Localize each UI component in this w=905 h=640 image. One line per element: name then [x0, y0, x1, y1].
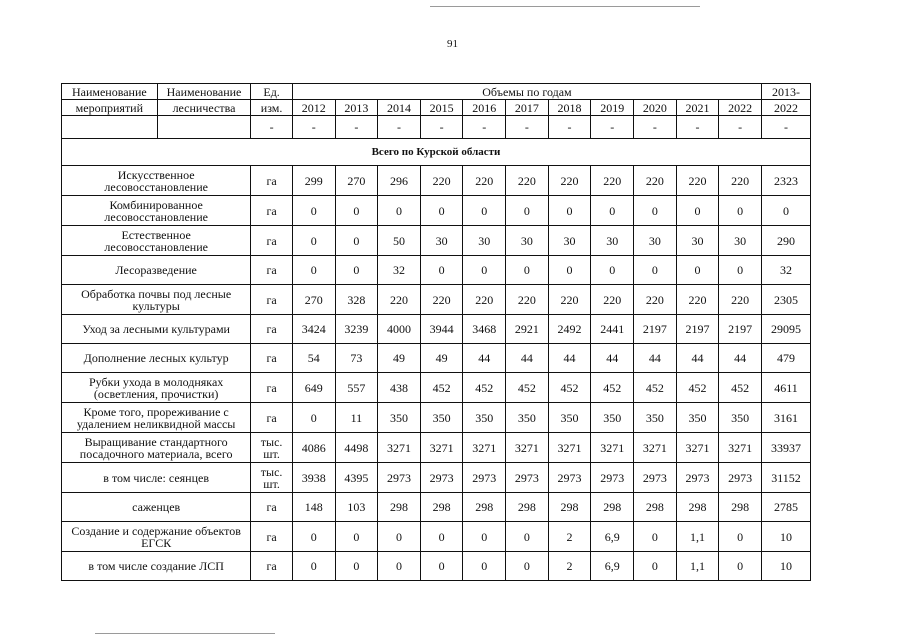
year-value-cell: 1,1	[676, 552, 719, 581]
year-value-cell: 0	[506, 552, 549, 581]
activity-name-line: Создание и содержание объектов	[71, 523, 241, 538]
activity-name-line: культуры	[132, 298, 180, 313]
year-value-cell: 2197	[634, 315, 677, 344]
activity-name-line: саженцев	[132, 500, 181, 514]
activity-name-line: Дополнение лесных культур	[83, 351, 229, 365]
header-activity-line1: Наименование	[62, 84, 158, 100]
unit-cell	[251, 226, 293, 256]
dash-row	[62, 116, 811, 139]
dash-cell: -	[463, 116, 506, 139]
year-value-cell: 4086	[292, 433, 335, 463]
year-value-cell: 220	[676, 166, 719, 196]
scan-artifact-top	[430, 6, 700, 7]
total-value-cell: 2785	[762, 493, 811, 522]
section-title: Всего по Курской области	[62, 139, 811, 166]
table-row	[62, 433, 811, 463]
table-row	[62, 285, 811, 315]
table-row	[62, 373, 811, 403]
year-value-cell: 298	[378, 493, 421, 522]
year-value-cell: 0	[634, 552, 677, 581]
unit-cell	[251, 315, 293, 344]
header-forestry-line1: Наименование	[157, 84, 251, 100]
activity-name-cell	[62, 226, 251, 256]
year-value-cell: 438	[378, 373, 421, 403]
unit-line: шт.	[263, 446, 280, 461]
unit-cell	[251, 344, 293, 373]
dash-cell: -	[591, 116, 634, 139]
total-value-cell: 0	[762, 196, 811, 226]
table-row	[62, 166, 811, 196]
forest-activities-table	[61, 83, 811, 581]
activity-name-line: Рубки ухода в молодняках	[89, 374, 224, 389]
year-value-cell: 220	[548, 166, 591, 196]
year-value-cell: 0	[506, 256, 549, 285]
year-value-cell: 0	[292, 522, 335, 552]
year-header: 2019	[591, 100, 634, 116]
year-value-cell: 2973	[548, 463, 591, 493]
year-value-cell: 0	[591, 256, 634, 285]
year-value-cell: 148	[292, 493, 335, 522]
year-value-cell: 0	[506, 196, 549, 226]
year-value-cell: 296	[378, 166, 421, 196]
year-value-cell: 0	[548, 256, 591, 285]
activity-name-line: Лесоразведение	[115, 263, 197, 277]
activity-name-cell	[62, 493, 251, 522]
unit-line: тыс.	[260, 464, 283, 479]
activity-name-line: посадочного материала, всего	[79, 446, 233, 461]
year-value-cell: 298	[548, 493, 591, 522]
activity-name-cell	[62, 552, 251, 581]
year-value-cell: 44	[634, 344, 677, 373]
table-row	[62, 493, 811, 522]
year-value-cell: 2492	[548, 315, 591, 344]
dash-cell: -	[634, 116, 677, 139]
year-value-cell: 298	[420, 493, 463, 522]
dash-cell: -	[335, 116, 378, 139]
year-header: 2018	[548, 100, 591, 116]
year-value-cell: 11	[335, 403, 378, 433]
year-value-cell: 30	[719, 226, 762, 256]
activity-name-cell	[62, 315, 251, 344]
year-value-cell: 452	[634, 373, 677, 403]
year-value-cell: 3424	[292, 315, 335, 344]
year-value-cell: 220	[506, 166, 549, 196]
year-value-cell: 44	[548, 344, 591, 373]
year-value-cell: 350	[676, 403, 719, 433]
activity-name-cell	[62, 166, 251, 196]
unit-line: га	[266, 203, 277, 218]
unit-cell	[251, 373, 293, 403]
year-value-cell: 452	[719, 373, 762, 403]
year-value-cell: 3271	[676, 433, 719, 463]
year-header: 2013	[335, 100, 378, 116]
year-value-cell: 0	[420, 196, 463, 226]
year-value-cell: 649	[292, 373, 335, 403]
activity-name-cell	[62, 373, 251, 403]
year-value-cell: 4395	[335, 463, 378, 493]
year-value-cell: 2441	[591, 315, 634, 344]
year-value-cell: 2973	[719, 463, 762, 493]
header-unit-line1: Ед.	[251, 84, 293, 100]
activity-name-cell	[62, 433, 251, 463]
year-value-cell: 452	[420, 373, 463, 403]
year-value-cell: 2973	[591, 463, 634, 493]
year-value-cell: 3944	[420, 315, 463, 344]
dash-cell-forestry	[157, 116, 251, 139]
year-value-cell: 350	[506, 403, 549, 433]
total-value-cell: 10	[762, 552, 811, 581]
year-value-cell: 0	[335, 522, 378, 552]
year-value-cell: 0	[506, 522, 549, 552]
year-value-cell: 3271	[719, 433, 762, 463]
unit-line: га	[266, 233, 277, 248]
year-value-cell: 0	[292, 403, 335, 433]
header-volumes-by-year: Объемы по годам	[292, 84, 761, 100]
year-value-cell: 3271	[634, 433, 677, 463]
year-value-cell: 0	[676, 256, 719, 285]
year-value-cell: 220	[719, 285, 762, 315]
year-value-cell: 0	[463, 522, 506, 552]
year-value-cell: 0	[463, 256, 506, 285]
year-value-cell: 350	[420, 403, 463, 433]
year-value-cell: 350	[463, 403, 506, 433]
dash-cell: -	[719, 116, 762, 139]
dash-cell: -	[251, 116, 293, 139]
year-value-cell: 2973	[463, 463, 506, 493]
year-value-cell: 54	[292, 344, 335, 373]
activity-name-line: в том числе: сеянцев	[103, 470, 209, 485]
table-row	[62, 315, 811, 344]
header-total-line1: 2013-	[762, 84, 811, 100]
total-value-cell: 2323	[762, 166, 811, 196]
year-value-cell: 0	[292, 256, 335, 285]
header-row-years	[62, 100, 811, 116]
year-header: 2015	[420, 100, 463, 116]
year-value-cell: 452	[463, 373, 506, 403]
year-value-cell: 0	[719, 552, 762, 581]
year-value-cell: 103	[335, 493, 378, 522]
year-value-cell: 3271	[420, 433, 463, 463]
activity-name-line: (осветления, прочистки)	[93, 386, 219, 401]
year-value-cell: 220	[420, 166, 463, 196]
year-value-cell: 220	[463, 166, 506, 196]
activity-name-line: удалением неликвидной массы	[76, 416, 236, 431]
unit-cell	[251, 552, 293, 581]
year-value-cell: 30	[506, 226, 549, 256]
activity-name-cell	[62, 403, 251, 433]
activity-name-cell	[62, 344, 251, 373]
year-value-cell: 350	[591, 403, 634, 433]
year-value-cell: 44	[591, 344, 634, 373]
table-row	[62, 256, 811, 285]
year-value-cell: 0	[420, 552, 463, 581]
year-value-cell: 220	[506, 285, 549, 315]
dash-cell: -	[292, 116, 335, 139]
scan-artifact-bottom	[95, 633, 275, 634]
year-value-cell: 220	[548, 285, 591, 315]
year-header: 2016	[463, 100, 506, 116]
year-value-cell: 0	[548, 196, 591, 226]
year-value-cell: 220	[591, 166, 634, 196]
unit-cell	[251, 463, 293, 493]
year-value-cell: 0	[335, 226, 378, 256]
unit-line: га	[266, 559, 277, 573]
year-value-cell: 32	[378, 256, 421, 285]
dash-cell: -	[506, 116, 549, 139]
year-value-cell: 2	[548, 552, 591, 581]
dash-cell: -	[548, 116, 591, 139]
unit-cell	[251, 522, 293, 552]
activity-name-line: ЕГСК	[141, 535, 172, 550]
unit-cell	[251, 433, 293, 463]
activity-name-line: лесовосстановление	[104, 239, 208, 254]
year-value-cell: 0	[335, 552, 378, 581]
year-header: 2022	[719, 100, 762, 116]
year-value-cell: 0	[676, 196, 719, 226]
total-value-cell: 32	[762, 256, 811, 285]
table-row	[62, 403, 811, 433]
year-value-cell: 6,9	[591, 522, 634, 552]
activity-name-line: Выращивание стандартного	[84, 434, 228, 449]
year-value-cell: 44	[719, 344, 762, 373]
year-value-cell: 298	[506, 493, 549, 522]
year-header: 2012	[292, 100, 335, 116]
table-row	[62, 463, 811, 493]
year-value-cell: 220	[420, 285, 463, 315]
year-value-cell: 298	[634, 493, 677, 522]
activity-name-line: Естественное	[121, 227, 191, 242]
year-value-cell: 220	[463, 285, 506, 315]
year-value-cell: 452	[676, 373, 719, 403]
year-value-cell: 0	[420, 256, 463, 285]
header-total-line2: 2022	[762, 100, 811, 116]
header-activity-line2: мероприятий	[62, 100, 158, 116]
year-value-cell: 44	[676, 344, 719, 373]
activity-name-line: Кроме того, прореживание с	[83, 404, 229, 419]
total-value-cell: 290	[762, 226, 811, 256]
activity-name-line: Обработка почвы под лесные	[81, 286, 232, 301]
total-value-cell: 3161	[762, 403, 811, 433]
year-value-cell: 0	[634, 522, 677, 552]
year-value-cell: 73	[335, 344, 378, 373]
year-value-cell: 3271	[378, 433, 421, 463]
activity-name-cell	[62, 285, 251, 315]
table-row	[62, 344, 811, 373]
year-value-cell: 30	[634, 226, 677, 256]
year-value-cell: 30	[591, 226, 634, 256]
unit-line: шт.	[263, 476, 280, 491]
year-value-cell: 0	[420, 522, 463, 552]
dash-cell: -	[676, 116, 719, 139]
year-value-cell: 0	[719, 196, 762, 226]
unit-cell	[251, 196, 293, 226]
unit-cell	[251, 493, 293, 522]
activity-name-cell	[62, 256, 251, 285]
table-row	[62, 226, 811, 256]
year-value-cell: 220	[634, 285, 677, 315]
total-value-cell: 2305	[762, 285, 811, 315]
year-value-cell: 0	[335, 196, 378, 226]
unit-cell	[251, 166, 293, 196]
activity-name-line: лесовосстановление	[104, 209, 208, 224]
activity-name-line: Искусственное	[117, 167, 195, 182]
year-value-cell: 270	[292, 285, 335, 315]
header-forestry-line2: лесничества	[157, 100, 251, 116]
year-value-cell: 0	[292, 226, 335, 256]
year-value-cell: 298	[719, 493, 762, 522]
year-value-cell: 2	[548, 522, 591, 552]
total-value-cell: 10	[762, 522, 811, 552]
year-value-cell: 0	[378, 552, 421, 581]
year-value-cell: 30	[676, 226, 719, 256]
year-header: 2021	[676, 100, 719, 116]
unit-line: га	[266, 322, 277, 336]
year-value-cell: 49	[420, 344, 463, 373]
year-value-cell: 0	[719, 256, 762, 285]
year-value-cell: 0	[378, 522, 421, 552]
activity-name-cell	[62, 196, 251, 226]
year-value-cell: 0	[292, 196, 335, 226]
year-value-cell: 0	[591, 196, 634, 226]
year-value-cell: 0	[292, 552, 335, 581]
unit-line: га	[266, 173, 277, 188]
unit-line: га	[266, 263, 277, 277]
year-value-cell: 3271	[548, 433, 591, 463]
year-value-cell: 3938	[292, 463, 335, 493]
activity-name-cell	[62, 522, 251, 552]
header-unit-line2: изм.	[251, 100, 293, 116]
year-value-cell: 220	[634, 166, 677, 196]
year-value-cell: 3271	[463, 433, 506, 463]
unit-line: га	[266, 410, 277, 425]
year-value-cell: 49	[378, 344, 421, 373]
year-value-cell: 50	[378, 226, 421, 256]
year-value-cell: 452	[548, 373, 591, 403]
unit-line: га	[266, 380, 277, 395]
activity-name-line: в том числе создание ЛСП	[88, 559, 224, 573]
year-value-cell: 298	[676, 493, 719, 522]
dash-cell: -	[378, 116, 421, 139]
year-value-cell: 220	[676, 285, 719, 315]
year-value-cell: 2197	[719, 315, 762, 344]
year-value-cell: 0	[719, 522, 762, 552]
dash-cell-activity	[62, 116, 158, 139]
year-value-cell: 328	[335, 285, 378, 315]
year-value-cell: 2973	[676, 463, 719, 493]
year-value-cell: 298	[463, 493, 506, 522]
unit-line: га	[266, 500, 277, 514]
year-value-cell: 350	[548, 403, 591, 433]
year-value-cell: 299	[292, 166, 335, 196]
year-value-cell: 350	[719, 403, 762, 433]
year-value-cell: 30	[548, 226, 591, 256]
year-value-cell: 220	[378, 285, 421, 315]
year-value-cell: 0	[378, 196, 421, 226]
year-header: 2020	[634, 100, 677, 116]
activity-name-line: Комбинированное	[109, 197, 203, 212]
dash-cell: -	[762, 116, 811, 139]
year-value-cell: 0	[335, 256, 378, 285]
year-value-cell: 30	[420, 226, 463, 256]
year-value-cell: 1,1	[676, 522, 719, 552]
year-value-cell: 350	[378, 403, 421, 433]
year-value-cell: 452	[506, 373, 549, 403]
year-value-cell: 2973	[506, 463, 549, 493]
total-value-cell: 479	[762, 344, 811, 373]
year-value-cell: 3271	[506, 433, 549, 463]
dash-cell: -	[420, 116, 463, 139]
table-row	[62, 522, 811, 552]
unit-line: га	[266, 529, 277, 544]
year-value-cell: 44	[506, 344, 549, 373]
year-header: 2014	[378, 100, 421, 116]
year-value-cell: 3271	[591, 433, 634, 463]
year-value-cell: 2921	[506, 315, 549, 344]
unit-cell	[251, 403, 293, 433]
section-row	[62, 139, 811, 166]
activity-name-line: Уход за лесными культурами	[82, 322, 230, 336]
activity-name-cell	[62, 463, 251, 493]
year-value-cell: 270	[335, 166, 378, 196]
table-row	[62, 196, 811, 226]
year-value-cell: 0	[634, 196, 677, 226]
year-value-cell: 0	[463, 196, 506, 226]
total-value-cell: 4611	[762, 373, 811, 403]
year-value-cell: 2197	[676, 315, 719, 344]
activity-name-line: лесовосстановление	[104, 179, 208, 194]
year-value-cell: 4000	[378, 315, 421, 344]
year-value-cell: 2973	[634, 463, 677, 493]
year-value-cell: 3239	[335, 315, 378, 344]
table-row	[62, 552, 811, 581]
year-value-cell: 3468	[463, 315, 506, 344]
unit-cell	[251, 285, 293, 315]
year-value-cell: 44	[463, 344, 506, 373]
year-value-cell: 2973	[378, 463, 421, 493]
year-value-cell: 220	[591, 285, 634, 315]
year-value-cell: 0	[463, 552, 506, 581]
year-value-cell: 2973	[420, 463, 463, 493]
total-value-cell: 33937	[762, 433, 811, 463]
unit-line: га	[266, 292, 277, 307]
year-value-cell: 6,9	[591, 552, 634, 581]
year-value-cell: 298	[591, 493, 634, 522]
year-value-cell: 0	[634, 256, 677, 285]
year-value-cell: 350	[634, 403, 677, 433]
year-value-cell: 557	[335, 373, 378, 403]
year-value-cell: 452	[591, 373, 634, 403]
header-row-top	[62, 84, 811, 100]
unit-line: га	[266, 351, 277, 365]
unit-cell	[251, 256, 293, 285]
year-value-cell: 4498	[335, 433, 378, 463]
year-value-cell: 220	[719, 166, 762, 196]
page-number: 91	[447, 38, 458, 50]
unit-line: тыс.	[260, 434, 283, 449]
year-value-cell: 30	[463, 226, 506, 256]
total-value-cell: 31152	[762, 463, 811, 493]
total-value-cell: 29095	[762, 315, 811, 344]
year-header: 2017	[506, 100, 549, 116]
